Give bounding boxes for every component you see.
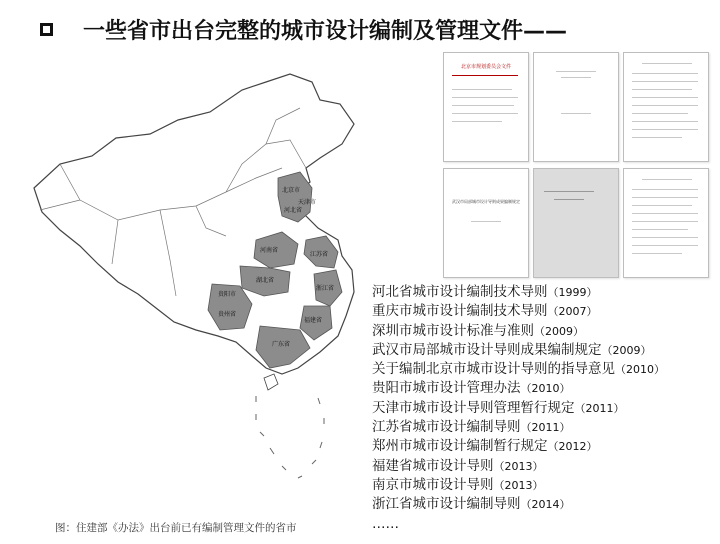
list-item: 贵阳市城市设计管理办法（2010） — [372, 380, 571, 397]
map-caption: 图：住建部《办法》出台前已有编制管理文件的省市 — [55, 522, 297, 534]
label-fujian: 福建省 — [304, 317, 323, 324]
label-henan: 河南省 — [260, 247, 279, 254]
list-item: 武汉市局部城市设计导则成果编制规定（2009） — [372, 341, 652, 358]
document-list — [372, 283, 717, 534]
doc-thumb-6 — [623, 168, 709, 278]
list-item: 浙江省城市设计编制导则（2014） — [372, 496, 571, 513]
slide-title: 一些省市出台完整的城市设计编制及管理文件—— — [83, 19, 568, 44]
doc-thumb-1 — [443, 52, 529, 162]
list-item: 天津市城市设计导则管理暂行规定（2011） — [372, 399, 625, 416]
list-item: 深圳市城市设计标准与准则（2009） — [372, 322, 584, 339]
label-beijing: 北京市 — [282, 187, 301, 194]
list-item: 河北省城市设计编制技术导则（1999） — [372, 284, 598, 300]
list-item: 关于编制北京市城市设计导则的指导意见（2010） — [372, 361, 665, 378]
list-item: 重庆市城市设计编制技术导则（2007） — [372, 303, 598, 320]
label-guiyang: 贵阳市 — [218, 291, 237, 298]
doc-thumb-4 — [443, 168, 529, 278]
list-item: 福建省城市设计导则（2013） — [372, 457, 544, 474]
china-map — [20, 60, 380, 540]
label-jiangsu: 江苏省 — [310, 251, 329, 258]
doc-thumb-5 — [533, 168, 619, 278]
list-item: …… — [372, 515, 399, 532]
label-guizhou: 贵州省 — [218, 311, 237, 318]
south-sea-dashes — [256, 396, 324, 478]
label-hebei: 河北省 — [284, 207, 303, 214]
label-guangdong: 广东省 — [272, 341, 291, 348]
document-thumbnails — [443, 52, 709, 278]
doc-thumb-3 — [623, 52, 709, 162]
hainan-island — [264, 374, 278, 390]
square-bullet-icon — [40, 23, 53, 36]
label-tianjin: 天津市 — [298, 199, 317, 206]
list-item: 郑州市城市设计编制暂行规定（2012） — [372, 438, 598, 455]
label-zhejiang: 浙江省 — [316, 285, 335, 292]
list-item: 南京市城市设计导则（2013） — [372, 476, 544, 493]
doc-thumb-header: 北京市规划委员会文件 — [460, 64, 511, 70]
doc-thumb-title: 武汉市局部城市设计导则成果编制规定 — [452, 199, 520, 204]
title-bar — [40, 14, 567, 45]
label-hubei: 湖北省 — [256, 277, 275, 284]
list-item: 江苏省城市设计编制导则（2011） — [372, 419, 571, 436]
doc-thumb-2 — [533, 52, 619, 162]
china-map-svg — [20, 60, 380, 540]
